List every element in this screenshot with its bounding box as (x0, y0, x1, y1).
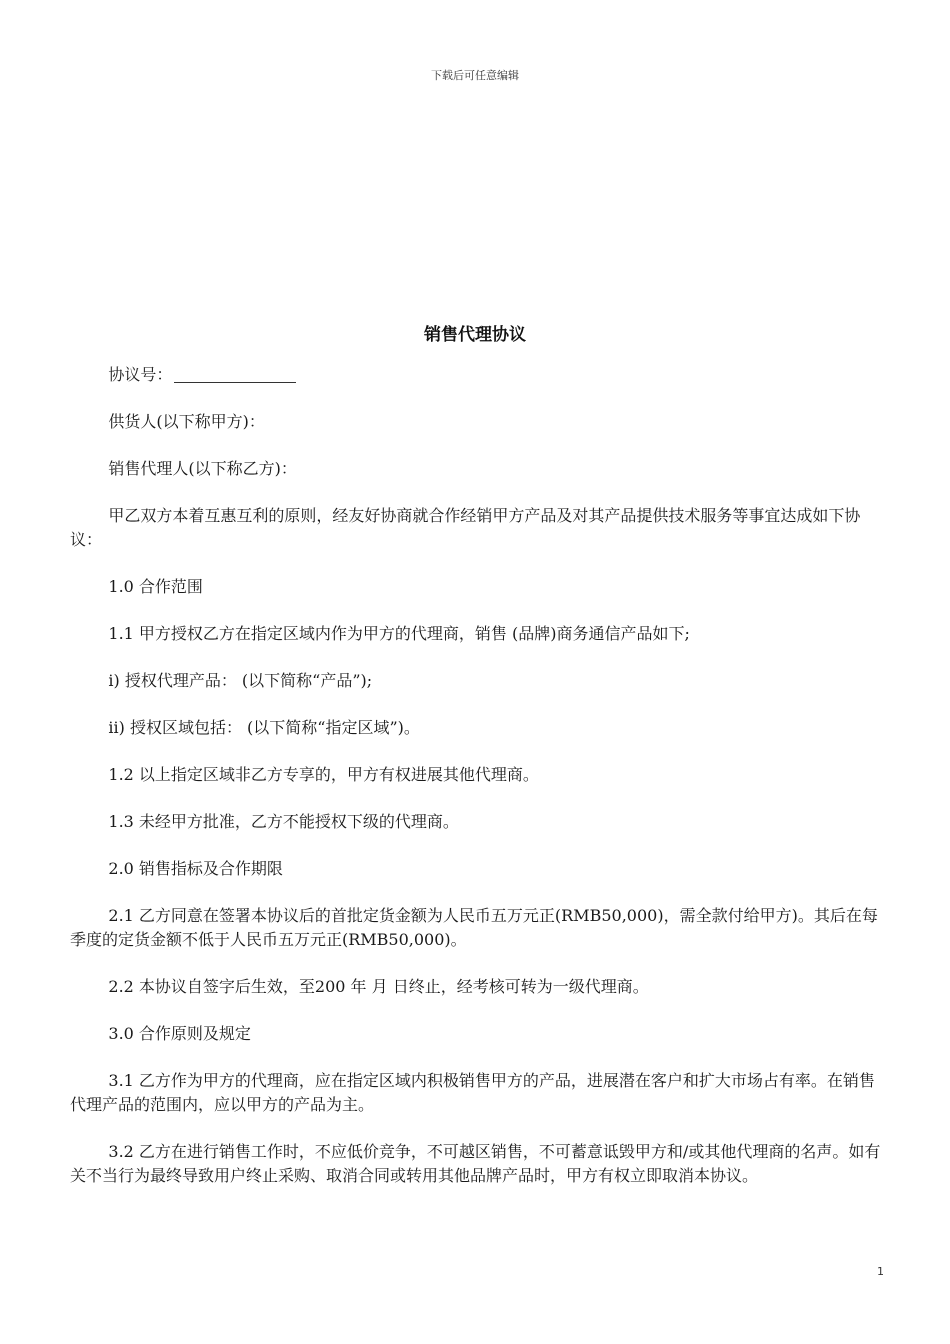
clause-3-2: 3.2 乙方在进行销售工作时，不应低价竞争，不可越区销售，不可蓄意诋毁甲方和/或其他代理商的名声。如有关不当行为最终导致用户终止采购、取消合同或转用其他品牌产品时，甲方有权立即取消本协议。 (70, 1142, 881, 1185)
agreement-number-field (70, 363, 882, 387)
clause-1-1-i: i) 授权代理产品： (以下简称“产品”); (108, 671, 373, 690)
agreement-number-blank (174, 366, 296, 383)
section-3-0-heading: 3.0 合作原则及规定 (108, 1024, 251, 1043)
clause-1-2: 1.2 以上指定区域非乙方专享的，甲方有权进展其他代理商。 (108, 765, 539, 784)
clause-2-1: 2.1 乙方同意在签署本协议后的首批定货金额为人民币五万元正(RMB50,000)，需全款付给甲方)。其后在每季度的定货金额不低于人民币五万元正(RMB50,000)。 (70, 906, 878, 949)
clause-3-1: 3.1 乙方作为甲方的代理商，应在指定区域内积极销售甲方的产品，进展潜在客户和扩大市场占有率。在销售代理产品的范围内，应以甲方的产品为主。 (70, 1071, 875, 1114)
document-body (70, 363, 882, 1211)
supplier-field: 供货人(以下称甲方)： (108, 412, 265, 431)
document-title: 销售代理协议 (424, 325, 526, 345)
agreement-number-label: 协议号： (108, 365, 173, 384)
clause-1-3: 1.3 未经甲方批准，乙方不能授权下级的代理商。 (108, 812, 459, 831)
section-1-0-heading: 1.0 合作范围 (108, 577, 203, 596)
page-number: 1 (877, 1265, 884, 1278)
clause-2-2: 2.2 本协议自签字后生效，至200 年 月 日终止，经考核可转为一级代理商。 (108, 977, 649, 996)
header-note: 下载后可任意编辑 (431, 69, 519, 82)
clause-1-1: 1.1 甲方授权乙方在指定区域内作为甲方的代理商，销售 (品牌)商务通信产品如下; (108, 624, 690, 643)
agent-field: 销售代理人(以下称乙方)： (108, 459, 297, 478)
clause-1-1-ii: ii) 授权区域包括： (以下简称“指定区域”)。 (108, 718, 420, 737)
section-2-0-heading: 2.0 销售指标及合作期限 (108, 859, 283, 878)
intro-paragraph: 甲乙双方本着互惠互利的原则，经友好协商就合作经销甲方产品及对其产品提供技术服务等事宜达成如下协议： (70, 506, 861, 549)
